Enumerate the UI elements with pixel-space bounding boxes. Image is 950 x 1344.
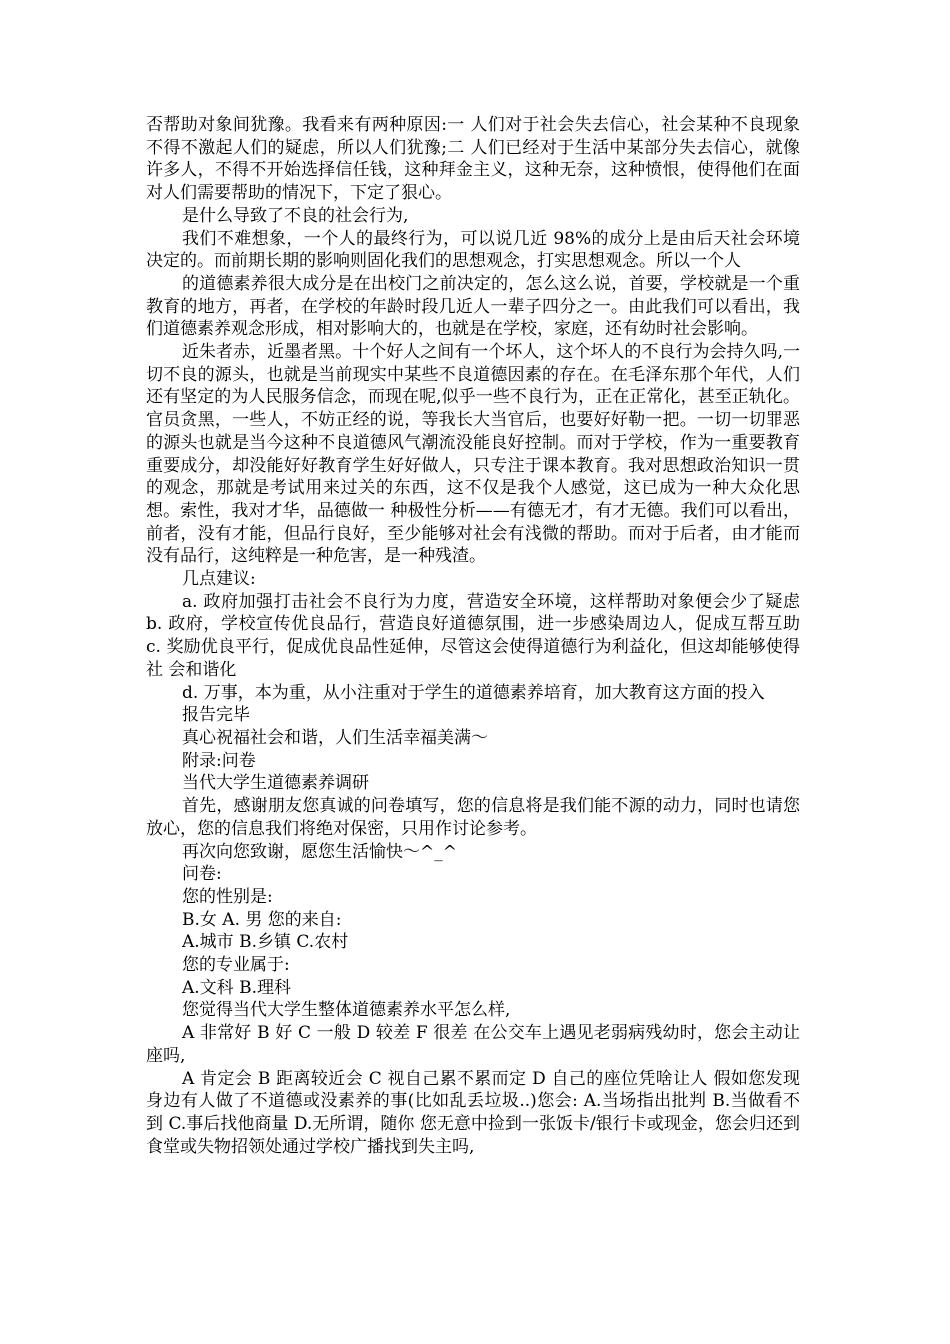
document-page	[146, 114, 800, 1158]
question-gender: 您的性别是:	[182, 886, 273, 907]
options-origin: A.城市 B.乡镇 C.农村	[182, 932, 349, 953]
suggestion-abc: a. 政府加强打击社会不良行为力度，营造安全环境，这样帮助对象便会少了疑虑 b. 政府，学校宣传优良品行，营造良好道德氛围，进一步感染周边人，促成互帮互助 c. 奖励优良平行，促成优良品性延伸，尽管这会使得道德行为利益化，但这却能够使得社 会和谐化	[146, 591, 800, 680]
options-gender-origin: B.女 A. 男 您的来自:	[182, 909, 342, 930]
question-moral-level: 您觉得当代大学生整体道德素养水平怎么样,	[182, 1000, 511, 1021]
suggestion-d: d. 万事，本为重，从小注重对于学生的道德素养培育，加大教育这方面的投入	[182, 682, 765, 703]
options-seat-and-more: A 肯定会 B 距离较近会 C 视自己累不累而定 D 自己的座位凭啥让人 假如您发现身边有人做了不道德或没素养的事(比如乱丢垃圾..)您会: A.当场指出批判 B.当做看不到 C.事后找他商量 D.无所谓，随你 您无意中捡到一张饭卡/银行卡或现金，您会归还到食堂或失物招领处通过学校广播找到失主吗,	[146, 1068, 800, 1157]
report-end: 报告完毕	[182, 705, 250, 726]
suggestions-heading: 几点建议:	[182, 569, 256, 590]
blessing-line: 真心祝福社会和谐，人们生活幸福美满～	[182, 727, 488, 748]
questionnaire-label: 问卷:	[182, 864, 222, 885]
paragraph-1: 否帮助对象间犹豫。我看来有两种原因:一 人们对于社会失去信心，社会某种不良现象不得不激起人们的疑虑，所以人们犹豫;二 人们已经对于生活中某部分失去信心，就像许多人，不得不开始选择信任钱，这种拜金主义，这种无奈，这种愤恨，使得他们在面对人们需要帮助的情况下，下定了狠心。	[146, 115, 800, 204]
survey-intro: 首先，感谢朋友您真诚的问卷填写，您的信息将是我们能不源的动力，同时也请您放心，您的信息我们将绝对保密，只用作讨论参考。	[146, 796, 800, 839]
question-major: 您的专业属于:	[182, 955, 290, 976]
options-major: A.文科 B.理科	[182, 977, 291, 998]
paragraph-5: 近朱者赤，近墨者黑。十个好人之间有一个坏人，这个坏人的不良行为会持久吗,一切不良的源头，也就是当前现实中某些不良道德因素的存在。在毛泽东那个年代，人们还有坚定的为人民服务信念，而现在呢,似乎一些不良行为，正在正常化，甚至正轨化。官员贪黑，一些人，不妨正经的说，等我长大当官后，也要好好勒一把。一切一切罪恶的源头也就是当今这种不良道德风气潮流没能良好控制。而对于学校，作为一重要教育重要成分，却没能好好教育学生好好做人，只专注于课本教育。我对思想政治知识一贯的观念，那就是考试用来过关的东西，这不仅是我个人感觉，这已成为一种大众化思想。索性，我对才华，品德做一 种极性分析——有德无才，有才无德。我们可以看出，前者，没有才能，但品行良好，至少能够对社会有浅微的帮助。而对于后者，由才能而没有品行，这纯粹是一种危害，是一种残渣。	[146, 342, 800, 567]
paragraph-4: 的道德素养很大成分是在出校门之前决定的，怎么这么说，首要，学校就是一个重教育的地方，再者，在学校的年龄时段几近人一辈子四分之一。由此我们可以看出，我们道德素养观念形成，相对影响大的，也就是在学校，家庭，还有幼时社会影响。	[146, 273, 800, 340]
options-moral-level: A 非常好 B 好 C 一般 D 较差 F 很差 在公交车上遇见老弱病残幼时，您会主动让座吗,	[146, 1023, 800, 1066]
appendix-heading: 附录:问卷	[182, 750, 256, 771]
survey-thanks: 再次向您致谢，愿您生活愉快～^_^	[182, 841, 457, 862]
survey-title: 当代大学生道德素养调研	[182, 773, 369, 794]
paragraph-3: 我们不难想象，一个人的最终行为，可以说几近 98%的成分上是由后天社会环境决定的。而前期长期的影响则固化我们的思想观念，打实思想观念。所以一个人	[146, 228, 800, 272]
paragraph-2: 是什么导致了不良的社会行为,	[182, 205, 409, 226]
